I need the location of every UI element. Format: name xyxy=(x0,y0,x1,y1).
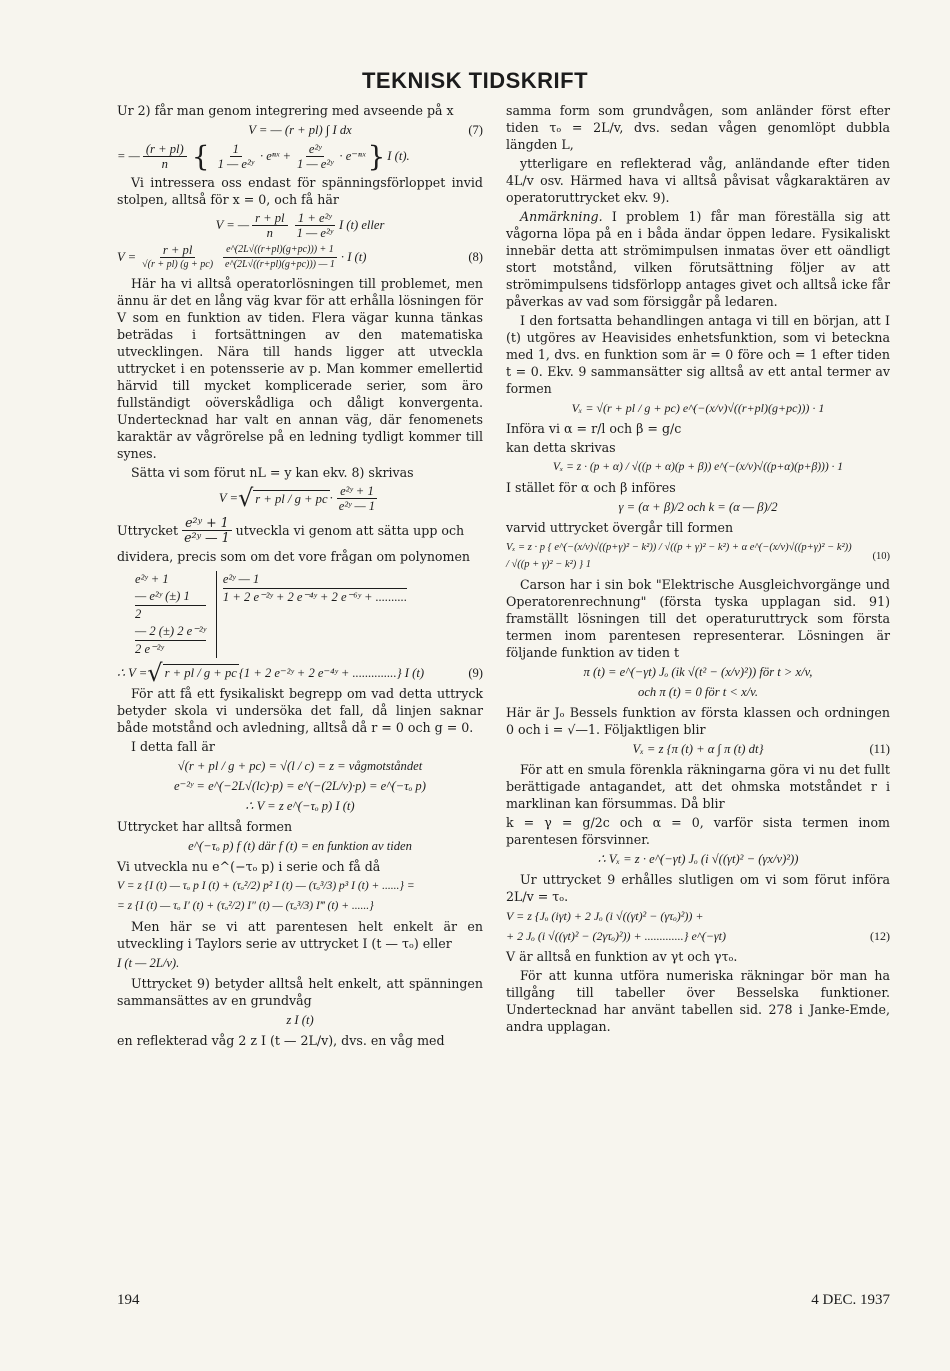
paragraph: I stället för α och β införes xyxy=(506,480,676,495)
fraction xyxy=(294,211,336,240)
fraction xyxy=(181,516,233,545)
equation-text: I (t) eller xyxy=(338,218,385,232)
equation-e: ∴ V = z e^(−τₒ p) I (t) xyxy=(245,799,355,813)
division-line: e²ʸ + 1 xyxy=(135,572,169,586)
division-divisor: e²ʸ — 1 xyxy=(223,571,407,589)
equation-text: · e⁻ⁿˣ xyxy=(339,149,366,163)
paragraph: För att få ett fysikaliskt begrepp om vad detta uttryck betyder skola vi undersöka det fall, då linjen saknar både motstånd och avledning, alltså då r = 0 och g = 0. xyxy=(117,686,483,735)
equation-gamma-k: γ = (α + β)/2 och k = (α — β)/2 xyxy=(618,500,778,514)
equation-b: V = √ r + pl / g + pc · $\frac{\text{e²ʸ + 1}}{\text{e²ʸ — 1}}$ xyxy=(117,484,483,513)
equation-c: √(r + pl / g + pc) = √(l / c) = z = vågmotståndet xyxy=(177,759,423,773)
equation-12a: V = z {Jₒ (iγt) + 2 Jₒ (i √((γt)² − (γτₒ)²)) + xyxy=(506,909,704,923)
equation-12b xyxy=(506,928,890,945)
paragraph: Uttrycket 9) betyder alltså helt enkelt, att spänningen sammansättes av en grundvåg xyxy=(117,976,483,1008)
equation-text: V = xyxy=(117,250,137,264)
numerator: r + pl xyxy=(252,211,288,226)
equation-number: (11) xyxy=(869,742,890,756)
equation-vx-alpha: Vₓ = z · (p + α) / √((p + α)(p + β)) e^(−(x/v)√((p+α)(p+β))) · 1 xyxy=(552,461,844,473)
paragraph: Sätta vi som förut nL = y kan ekv. 8) skrivas xyxy=(131,465,414,480)
paragraph: en reflekterad våg 2 z I (t — 2L/v), dvs. en våg med xyxy=(117,1033,445,1048)
numerator: 1 + e²ʸ xyxy=(295,211,335,226)
left-column xyxy=(117,102,483,1051)
paragraph: I den fortsatta behandlingen antaga vi till en början, att I (t) utgöres av Heavisides enhetsfunktion, som vi beteckna med 1, dvs. en funktion som är = 0 före och = 1 efter tiden t = 0. Ekv. 9 sammansätter sig alltså av ett antal termer av formen xyxy=(506,313,890,396)
equation-h: z I (t) xyxy=(286,1013,314,1027)
equation-11 xyxy=(506,741,890,758)
equation-7b xyxy=(117,139,483,173)
equation-7 xyxy=(117,122,483,139)
equation-f: e^(−τₒ p) f (t) där f (t) = en funktion av tiden xyxy=(188,839,412,853)
equation-d: e⁻²ʸ = e^(−2L√(lc)·p) = e^(−(2L/v)·p) = e^(−τₒ p) xyxy=(174,779,426,793)
equation-9 xyxy=(117,658,483,687)
remark-label: Anmärkning. xyxy=(520,209,603,224)
numerator: r + pl xyxy=(160,243,196,258)
division-quotient: 1 + 2 e⁻²ʸ + 2 e⁻⁴ʸ + 2 e⁻⁶ʸ + .......... xyxy=(222,590,408,604)
paragraph: Ur uttrycket 9 erhålles slutligen om vi som förut införa 2L/v = τₒ. xyxy=(506,872,890,904)
equation-pi-zero: och π (t) = 0 för t < x/v. xyxy=(638,685,758,699)
radical-sign: √ xyxy=(147,658,163,687)
fraction xyxy=(139,243,216,272)
numerator: e^(2L√((r+pl)(g+pc))) + 1 xyxy=(223,243,337,258)
paragraph: samma form som grundvågen, som anländer först efter tiden τₒ = 2L/v, dvs. sedan vågen genomlöpt dubbla längden L, xyxy=(506,103,890,152)
equation-g1: V = z {I (t) — τₒ p I (t) + (τₒ²/2) p² I (t) — (τₒ³/3) p³ I (t) + ......} = xyxy=(117,880,415,892)
division-quotient-column xyxy=(217,571,407,658)
equation-text: = — xyxy=(117,149,140,163)
paragraph: Här ha vi alltså operatorlösningen till problemet, men ännu är det en lång väg kvar för att erhålla lösningen för V som en funktion av tiden. Flera vägar kunna tänkas beträdas i fortsättningen av den matematiska utvecklingen. Nära till hands ligger att utveckla uttrycket i en potensserie av p. Man kommer emellertid härvid till mycket komplicerade serier, som äro fullständigt oöverskådliga och dåligt konvergenta. Undertecknad har valt en annan väg, där fenomenets karaktär av vågrörelse på en ledning tydligt kommer till synes. xyxy=(117,276,483,461)
equation-vx-bessel: ∴ Vₓ = z · e^(−γt) Jₒ (i √((γt)² − (γx/v)²)) xyxy=(597,852,799,866)
denominator: 1 — e²ʸ xyxy=(297,157,334,171)
open-brace: { xyxy=(191,139,210,173)
square-root xyxy=(147,658,239,687)
radicand: r + pl / g + pc xyxy=(164,666,237,680)
fraction xyxy=(222,243,338,272)
paragraph: kan detta skrivas xyxy=(506,440,616,455)
paragraph: För att en smula förenkla räkningarna göra vi nu det fullt berättigade antagandet, att det ohmska motståndet r i marklinan kan försummas. Då blir xyxy=(506,762,890,811)
division-line: — 2 (±) 2 e⁻²ʸ xyxy=(135,623,206,641)
denominator: e^(2L√((r+pl)(g+pc))) — 1 xyxy=(225,259,335,270)
equation-text: · I (t) xyxy=(340,250,367,264)
equation-text: V = xyxy=(218,491,238,505)
paragraph: Här är Jₒ Bessels funktion av första klassen och ordningen 0 och i = √—1. Följaktligen blir xyxy=(506,705,890,737)
remark-text: I problem 1) får man föreställa sig att vågorna löpa på en i båda ändar öppen ledare. Fysikaliskt innebär detta att strömimpulsen inmatas över ett oändligt stort motstånd, vilken förutsättning följer av att strömimpulsens tidsförlopp antages givet och alltså icke får påverkas av vad som försiggår på ledaren. xyxy=(506,209,890,309)
division-line: 2 xyxy=(135,607,142,621)
equation-text: V = — (r + pl) ∫ I dx xyxy=(248,123,352,137)
equation-number: (12) xyxy=(870,929,890,943)
equation-text: + 2 Jₒ (i √((γt)² − (2γτₒ)²)) + .............} e^(−γt) xyxy=(506,929,726,943)
denominator: e²ʸ — 1 xyxy=(338,499,376,513)
fraction xyxy=(294,142,336,171)
denominator: 1 — e²ʸ xyxy=(217,157,254,171)
division-line: — e²ʸ (±) 1 xyxy=(135,588,206,606)
paragraph: Införa vi α = r/l och β = g/c xyxy=(506,421,682,436)
denominator: 1 — e²ʸ xyxy=(296,226,333,240)
fraction xyxy=(252,211,288,240)
paragraph: dividera, precis som om det vore frågan om polynomen xyxy=(117,549,471,564)
paragraph: k = γ = g/2c och α = 0, varför sista termen inom parentesen försvinner. xyxy=(506,815,890,847)
paragraph xyxy=(506,208,890,310)
fraction xyxy=(336,484,378,513)
text: utveckla vi genom att sätta upp och xyxy=(235,523,465,538)
denominator: e²ʸ — 1 xyxy=(184,530,230,545)
polynomial-division xyxy=(135,571,483,658)
fraction xyxy=(143,142,187,171)
paragraph: I detta fall är xyxy=(131,739,215,754)
equation-pi: π (t) = e^(−γt) Jₒ (ik √(t² − (x/v)²)) för t > x/v, xyxy=(583,665,813,679)
numerator: e²ʸ + 1 xyxy=(182,516,232,531)
division-line: 2 e⁻²ʸ xyxy=(135,642,164,656)
text: Uttrycket xyxy=(117,523,179,538)
equation-text: Vₓ = z · p { e^(−(x/v)√((p+γ)² − k²)) / √((p + γ)² − k²) + α e^(−(x/v)√((p+γ)² − k²)) / √((p + γ)² − k²) } 1 xyxy=(506,542,852,570)
denominator: √(r + pl) (g + pc) xyxy=(142,259,214,270)
right-column xyxy=(506,102,890,1037)
equation-text: V = — xyxy=(215,218,250,232)
issue-date: 4 DEC. 1937 xyxy=(811,1292,890,1308)
equation-text: ∴ V = xyxy=(117,665,148,680)
equation-number: (7) xyxy=(468,123,483,137)
paragraph: Uttrycket har alltså formen xyxy=(117,819,293,834)
denominator: n xyxy=(161,157,168,171)
numerator: (r + pl) xyxy=(143,142,187,157)
equation-text: · eⁿˣ + xyxy=(259,149,292,163)
fraction xyxy=(215,142,257,171)
paragraph: Vi intressera oss endast för spänningsförloppet invid stolpen, alltså för x = 0, och få här xyxy=(117,175,483,207)
paragraph: ytterligare en reflekterad våg, anländande efter tiden 4L/v osv. Härmed hava vi alltså påvisat vågkaraktären av operatoruttrycket ekv. 9). xyxy=(506,156,890,205)
radicand: r + pl / g + pc xyxy=(255,491,328,506)
page-number: 194 xyxy=(117,1292,140,1308)
numerator: e²ʸ + 1 xyxy=(337,484,377,499)
equation-text: I (t). xyxy=(387,149,410,163)
equation-text: Vₓ = z {π (t) + α ∫ π (t) dt} xyxy=(632,742,764,756)
equation-shift: I (t — 2L/v). xyxy=(117,956,180,970)
equation-8 xyxy=(117,243,483,272)
equation-a xyxy=(117,211,483,240)
inline-expression-line xyxy=(117,516,483,545)
journal-title: TEKNISK TIDSKRIFT xyxy=(361,68,589,93)
equation-number: (9) xyxy=(468,665,483,680)
equation-10 xyxy=(506,539,890,573)
paragraph: Men här se vi att parentesen helt enkelt är en utveckling i Taylors serie av uttrycket I (t — τₒ) eller xyxy=(117,919,483,951)
equation-vx: Vₓ = √(r + pl / g + pc) e^(−(x/v)√((r+pl)(g+pc))) · 1 xyxy=(571,401,825,415)
paragraph: varvid uttrycket övergår till formen xyxy=(506,520,734,535)
division-dividend-column xyxy=(135,571,217,658)
equation-g2: = z {I (t) — τₒ I′ (t) + (τₒ²/2) I″ (t) — (τₒ³/3) I‴ (t) + ......} xyxy=(117,900,374,912)
paragraph: Ur 2) får man genom integrering med avseende på x xyxy=(117,103,454,118)
equation-text: {1 + 2 e⁻²ʸ + 2 e⁻⁴ʸ + ..............} I (t) xyxy=(238,665,425,680)
paragraph: V är alltså en funktion av γt och γτₒ. xyxy=(506,949,738,964)
close-brace: } xyxy=(367,139,386,173)
equation-number: (10) xyxy=(872,550,890,562)
paragraph: För att kunna utföra numeriska räkningar bör man ha tillgång till tabeller över Besselska funktioner. Undertecknad har använt tabellen sid. 278 i Janke-Emde, andra upplagan. xyxy=(506,968,890,1034)
numerator: 1 xyxy=(230,142,242,157)
denominator: n xyxy=(266,226,273,240)
paragraph: Vi utveckla nu e^(−τₒ p) i serie och få då xyxy=(117,859,381,874)
numerator: e²ʸ xyxy=(306,142,325,157)
radical-sign: √ xyxy=(238,484,254,512)
paragraph: Carson har i sin bok "Elektrische Ausgleichvorgänge und Operatorenrechnung" (första tyska upplagan sid. 91) framställt lösningen till det operaturuttryck som första termen inom parentesen representerar. Lösningen är följande funktion av tiden t xyxy=(506,577,890,660)
equation-number: (8) xyxy=(468,250,483,264)
